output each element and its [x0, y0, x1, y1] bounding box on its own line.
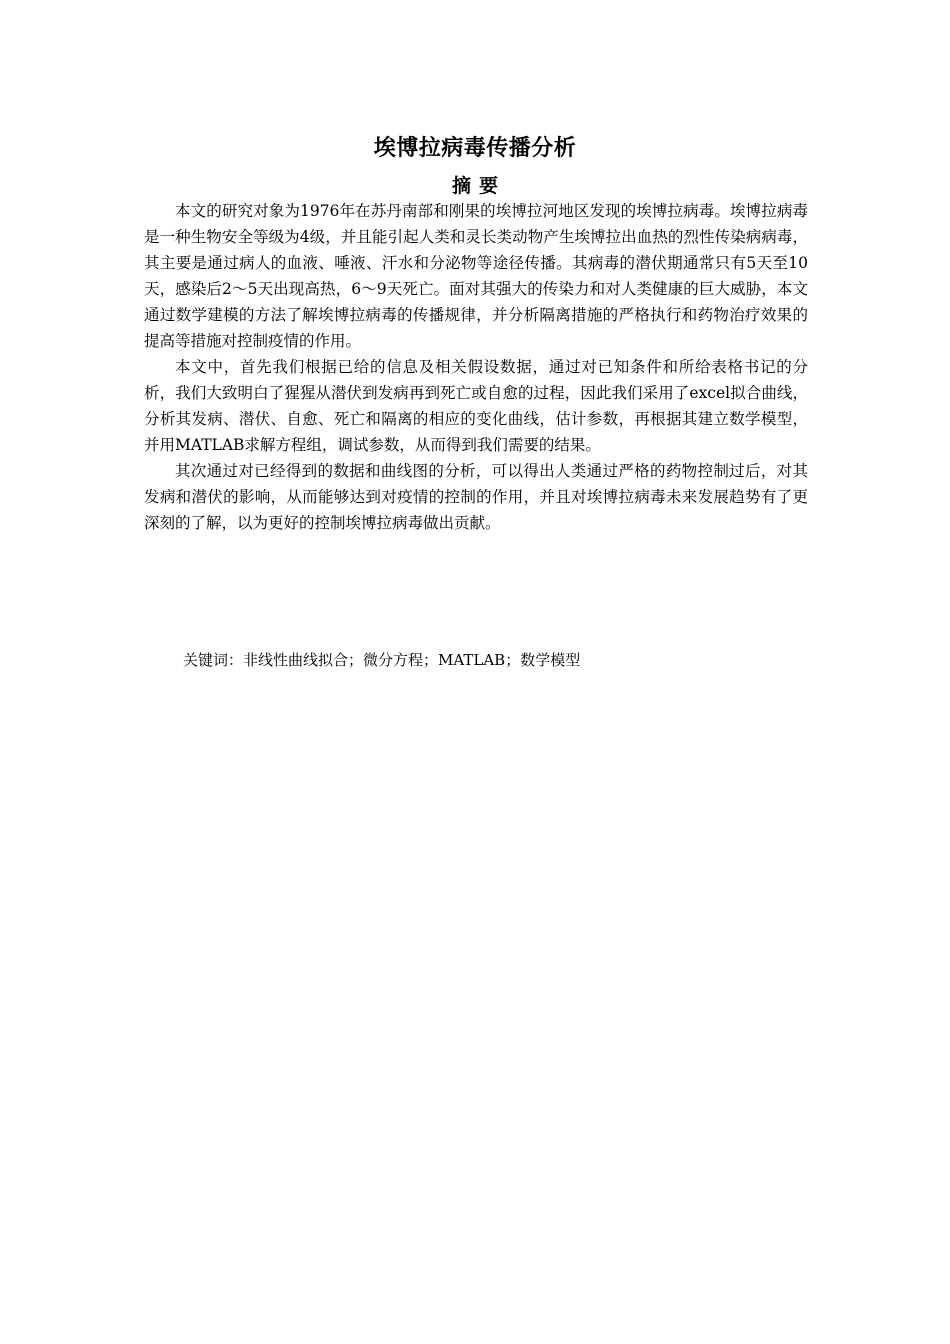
abstract-heading-text: 摘要	[451, 175, 506, 197]
keywords-line: 关键词：非线性曲线拟合；微分方程；MATLAB；数学模型	[183, 651, 581, 669]
paper-title: 埃博拉病毒传播分析	[373, 136, 577, 161]
abstract-paragraph-1: 本文的研究对象为1976年在苏丹南部和刚果的埃博拉河地区发现的埃博拉病毒。埃博拉病毒是一种生物安全等级为4级，并且能引起人类和灵长类动物产生埃博拉出血热的烈性传染病病毒，其主要是通过病人的血液、唾液、汗水和分泌物等途径传播。其病毒的潜伏期通常只有5天至10天，感染后2～5天出现高热，6～9天死亡。面对其强大的传染力和对人类健康的巨大威胁，本文通过数学建模的方法了解埃博拉病毒的传播规律，并分析隔离措施的严格执行和药物治疗效果的提高等措施对控制疫情的作用。	[144, 202, 808, 350]
abstract-paragraph-3: 其次通过对已经得到的数据和曲线图的分析，可以得出人类通过严格的药物控制过后，对其发病和潜伏的影响，从而能够达到对疫情的控制的作用，并且对埃博拉病毒未来发展趋势有了更深刻的了解，以为更好的控制埃博拉病毒做出贡献。	[144, 462, 808, 532]
abstract-body	[144, 198, 808, 536]
abstract-heading	[0, 173, 950, 199]
abstract-paragraph-2: 本文中，首先我们根据已给的信息及相关假设数据，通过对已知条件和所给表格书记的分析，我们大致明白了猩猩从潜伏到发病再到死亡或自愈的过程，因此我们采用了excel拟合曲线，分析其发病、潜伏、自愈、死亡和隔离的相应的变化曲线，估计参数，再根据其建立数学模型，并用MATLAB求解方程组，调试参数，从而得到我们需要的结果。	[144, 358, 808, 454]
